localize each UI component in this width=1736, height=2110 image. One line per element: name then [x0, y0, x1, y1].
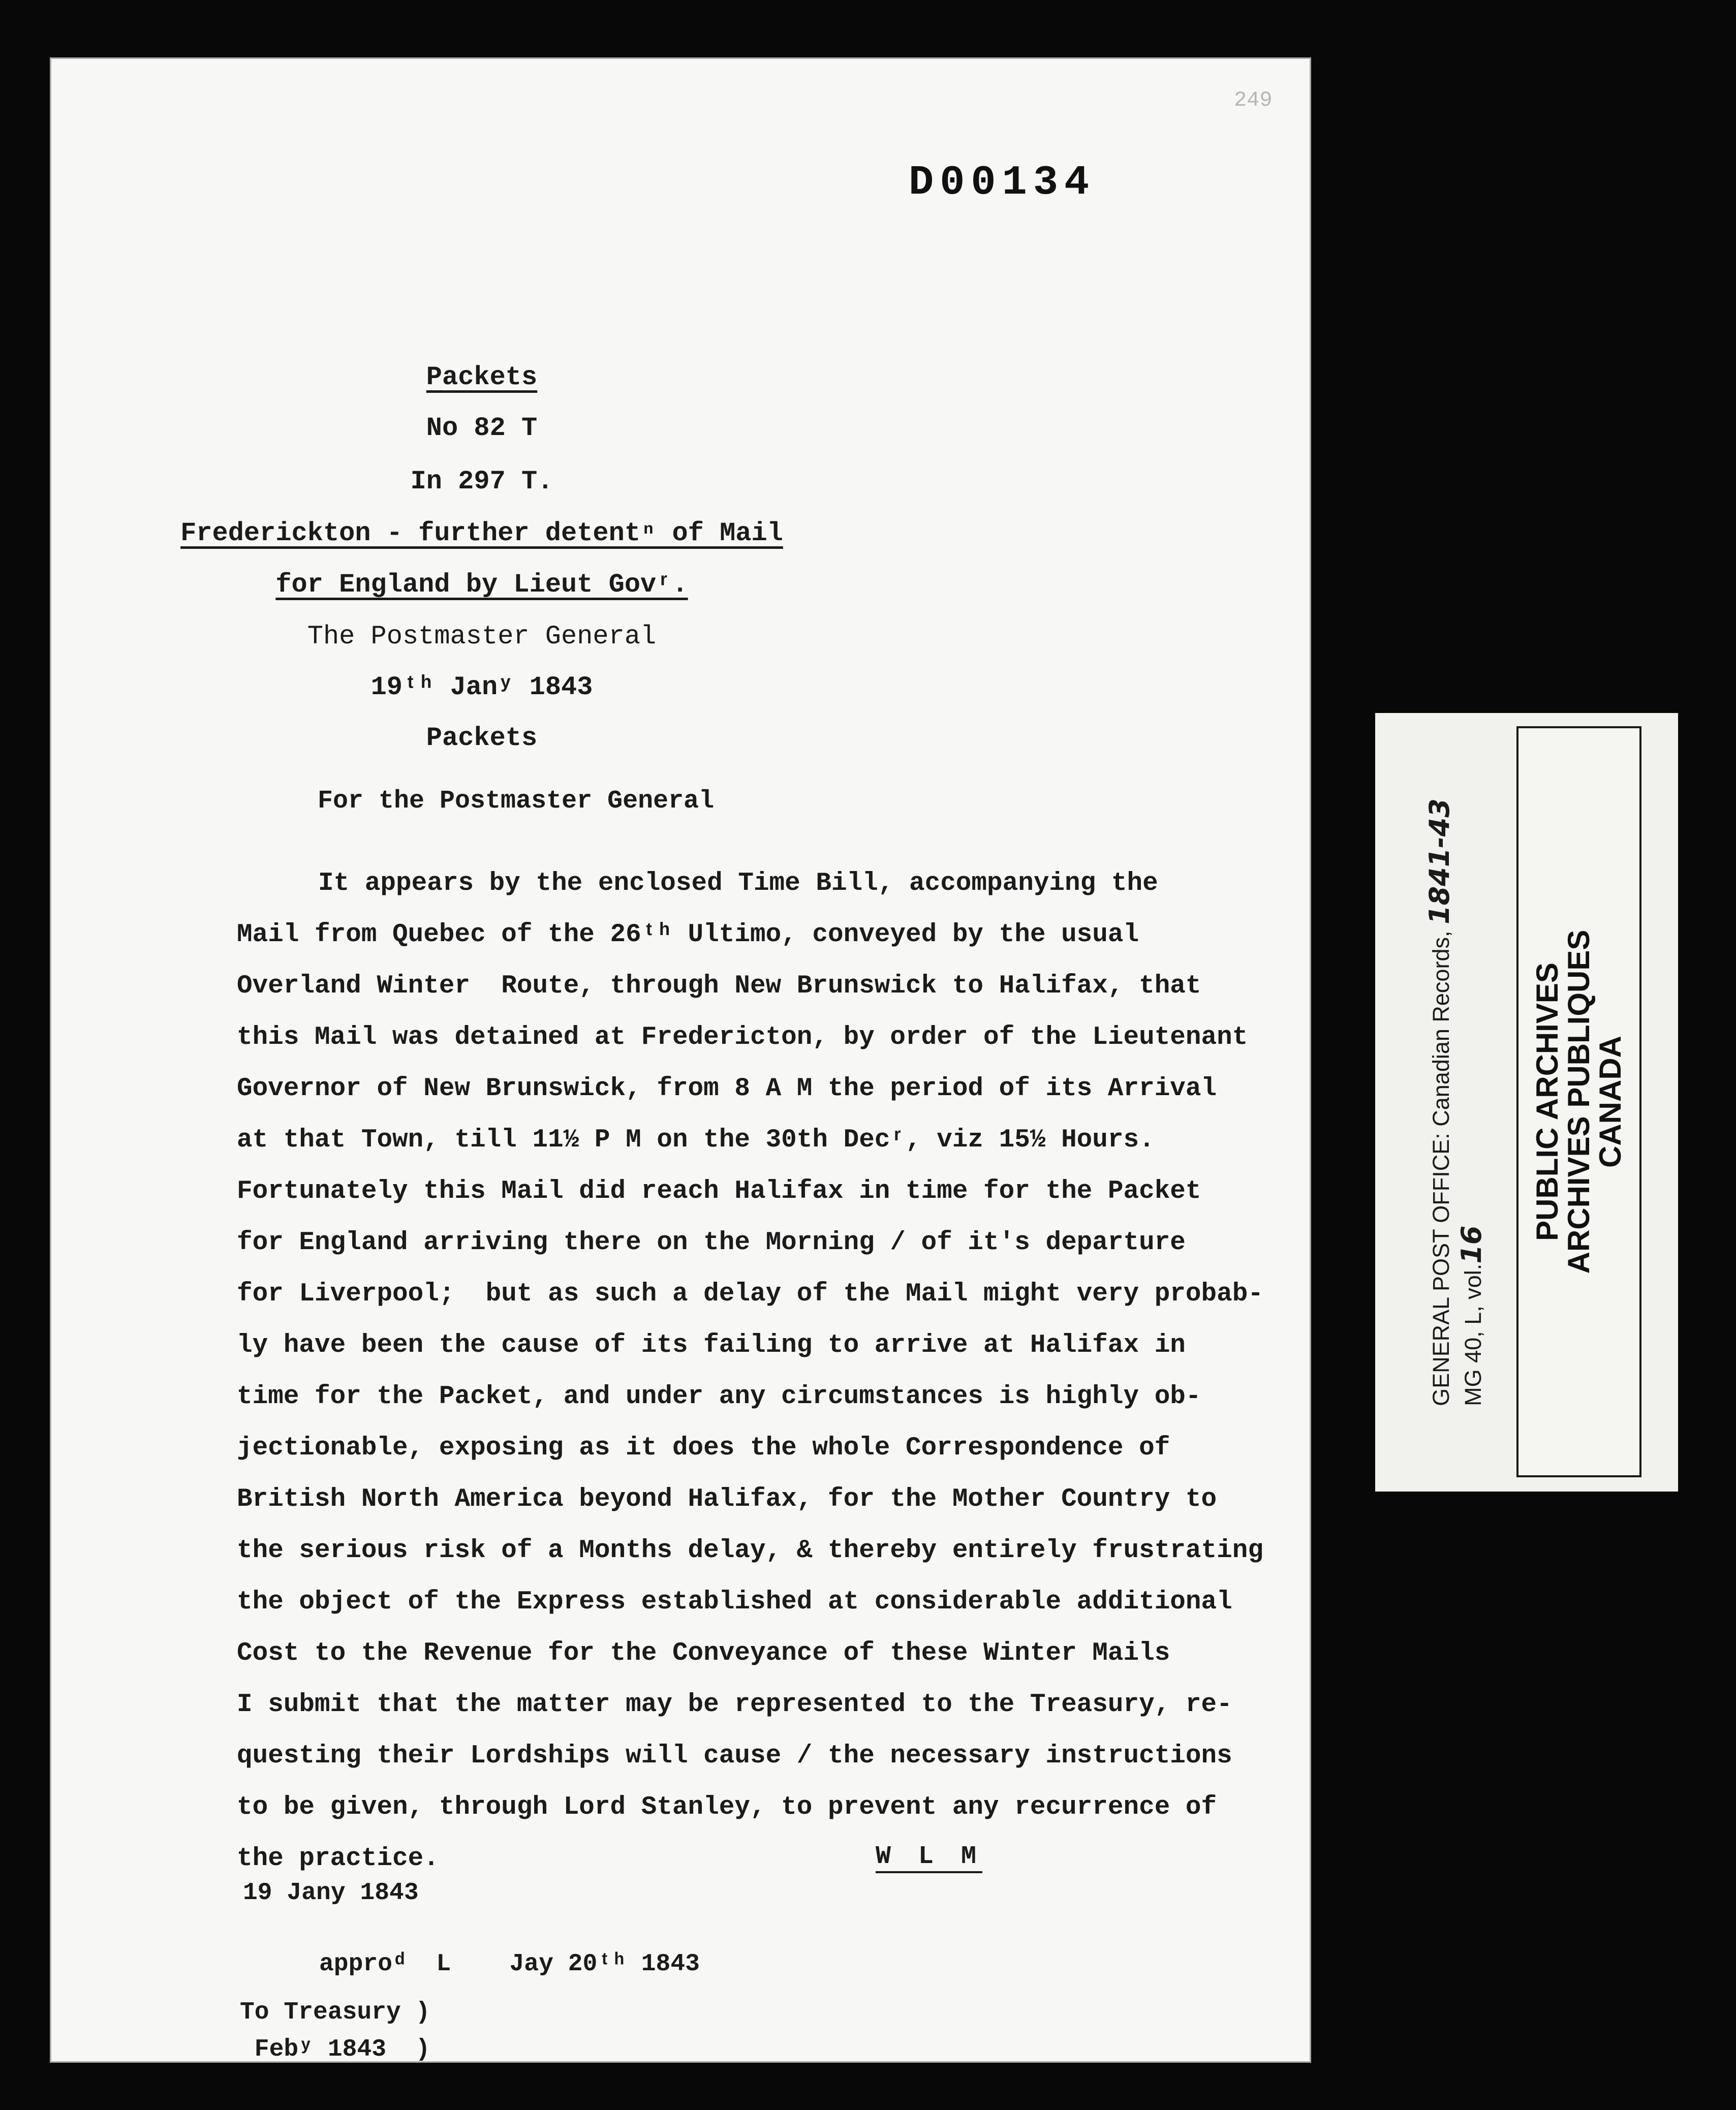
header-in-reference: In 297 T. [410, 467, 553, 497]
treasury-date-note: Febʸ 1843 ) [240, 2036, 430, 2063]
body-line: Fortunately this Mail did reach Halifax in time for the Packet [237, 1177, 1201, 1206]
body-line: this Mail was detained at Fredericton, by order of the Lieutenant [237, 1023, 1248, 1052]
body-line: for England arriving there on the Morning / of it's departure [237, 1228, 1186, 1257]
header-subject-line-2: for England by Lieut Govʳ. [275, 570, 688, 600]
archive-label-tab [1375, 713, 1678, 1492]
body-line: Governor of New Brunswick, from 8 A M the period of its Arrival [237, 1074, 1217, 1103]
to-treasury-note: To Treasury ) [240, 1999, 430, 2026]
body-line: Cost to the Revenue for the Conveyance of these Winter Mails [237, 1639, 1170, 1668]
signature-date: 19 Jany 1843 [243, 1879, 419, 1907]
body-line: to be given, through Lord Stanley, to prevent any recurrence of [237, 1793, 1217, 1822]
body-line: Overland Winter Route, through New Brunswick to Halifax, that [237, 972, 1201, 1001]
document-page [50, 57, 1311, 2063]
body-line: I submit that the matter may be represented to the Treasury, re- [237, 1690, 1232, 1719]
archive-stamp-box [1516, 726, 1641, 1477]
document-id-stamp: D00134 [909, 159, 1096, 206]
salutation: For the Postmaster General [318, 787, 715, 816]
page-number: 249 [1234, 88, 1273, 112]
header-date: 19ᵗʰ Janʸ 1843 [370, 672, 593, 702]
body-line: It appears by the enclosed Time Bill, accompanying the [318, 869, 1158, 898]
letter-body [237, 858, 1314, 1884]
body-line: questing their Lordships will cause / the necessary instructions [237, 1742, 1232, 1771]
body-line: Mail from Quebec of the 26ᵗʰ Ultimo, conveyed by the usual [237, 920, 1139, 949]
header-number: No 82 T [426, 413, 538, 443]
body-line: British North America beyond Halifax, for the Mother Country to [237, 1485, 1217, 1514]
signature-initials: W L M [876, 1842, 982, 1871]
body-line: jectionable, exposing as it does the whole Correspondence of [237, 1434, 1170, 1463]
body-line: for Liverpool; but as such a delay of the Mail might very probab- [237, 1280, 1263, 1309]
archive-reference: GENERAL POST OFFICE: Canadian Records, 1841-43 MG 40, L, vol.16 [1423, 798, 1487, 1406]
handwritten-years: 1841-43 [1423, 798, 1455, 924]
header-title: Packets [426, 362, 538, 392]
body-line: the serious risk of a Months delay, & thereby entirely frustrating [237, 1536, 1263, 1565]
body-line: time for the Packet, and under any circumstances is highly ob- [237, 1382, 1201, 1411]
body-line: the practice. [237, 1844, 439, 1873]
approval-note: approᵈ L Jay 20ᵗʰ 1843 [319, 1950, 700, 1978]
body-line: the object of the Express established at considerable additional [237, 1588, 1232, 1617]
body-line: ly have been the cause of its failing to arrive at Halifax in [237, 1331, 1186, 1360]
header-subject-line-1: Frederickton - further detentⁿ of Mail [180, 518, 783, 548]
handwritten-volume: 16 [1455, 1225, 1487, 1264]
header-category: Packets [426, 723, 538, 753]
body-line: at that Town, till 11½ P M on the 30th Decʳ, viz 15½ Hours. [237, 1126, 1155, 1155]
header-addressee: The Postmaster General [307, 622, 657, 651]
public-archives-stamp: PUBLIC ARCHIVES ARCHIVES PUBLIQUES CANADA [1530, 929, 1627, 1274]
